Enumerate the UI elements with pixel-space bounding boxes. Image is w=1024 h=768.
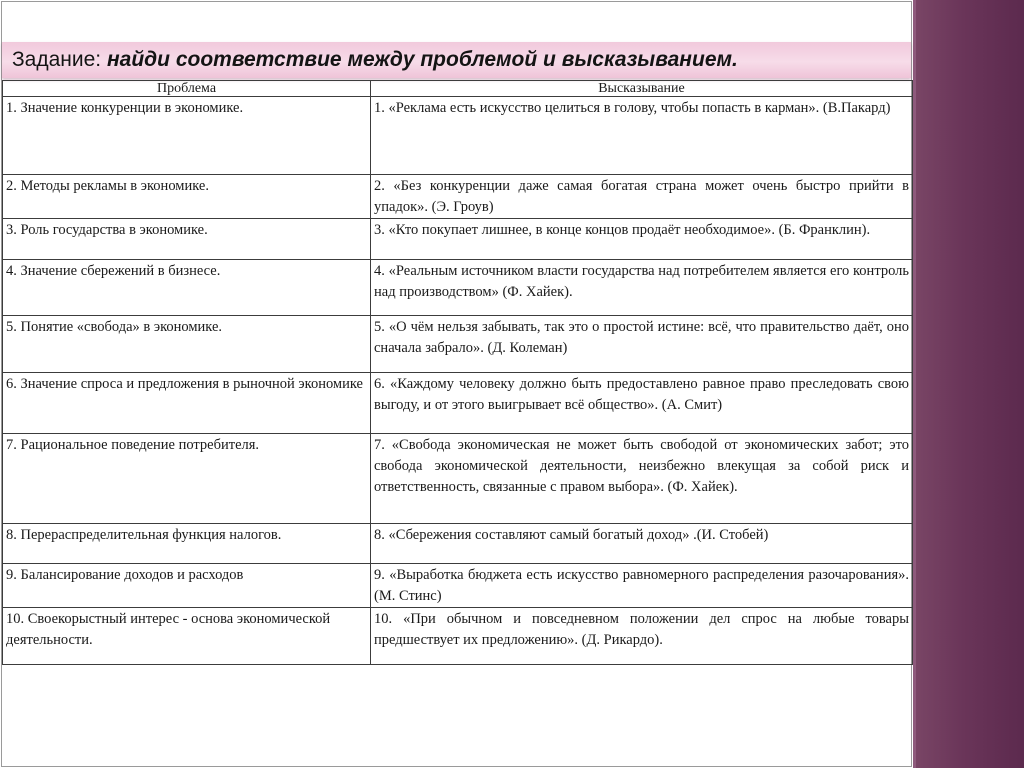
problem-cell: 2. Методы рекламы в экономике. (3, 175, 371, 219)
matching-table (2, 80, 913, 665)
problem-cell: 9. Балансирование доходов и расходов (3, 564, 371, 608)
problem-cell: 3. Роль государства в экономике. (3, 219, 371, 260)
table-header-row (3, 81, 913, 97)
task-text: найди соответствие между проблемой и высказыванием. (106, 48, 738, 71)
table-row (3, 219, 913, 260)
table-row (3, 608, 913, 665)
problem-cell: 8. Перераспределительная функция налогов. (3, 524, 371, 564)
header-quote: Высказывание (371, 81, 913, 97)
table-row (3, 260, 913, 316)
task-banner (2, 42, 911, 78)
problem-cell: 5. Понятие «свобода» в экономике. (3, 316, 371, 373)
problem-cell: 1. Значение конкуренции в экономике. (3, 97, 371, 175)
table-row (3, 97, 913, 175)
problem-cell: 6. Значение спроса и предложения в рыночной экономике (3, 373, 371, 434)
quote-cell: 10. «При обычном и повседневном положении дел спрос на любые товары предшествует их предложению». (Д. Рикардо). (371, 608, 913, 665)
table-row (3, 564, 913, 608)
task-prefix: Задание: (12, 48, 102, 71)
quote-cell: 1. «Реклама есть искусство целиться в голову, чтобы попасть в карман». (В.Пакард) (371, 97, 913, 175)
quote-cell: 8. «Сбережения составляют самый богатый доход» .(И. Стобей) (371, 524, 913, 564)
task-title (12, 48, 738, 72)
decorative-side-band (913, 0, 1024, 768)
table-row (3, 524, 913, 564)
table-row (3, 316, 913, 373)
problem-cell: 7. Рациональное поведение потребителя. (3, 434, 371, 524)
quote-cell: 2. «Без конкуренции даже самая богатая страна может очень быстро прийти в упадок». (Э. Гроув) (371, 175, 913, 219)
side-band-edge (913, 0, 916, 768)
quote-cell: 5. «О чём нельзя забывать, так это о простой истине: всё, что правительство даёт, оно сначала забрало». (Д. Колеман) (371, 316, 913, 373)
problem-cell: 4. Значение сбережений в бизнесе. (3, 260, 371, 316)
quote-cell: 6. «Каждому человеку должно быть предоставлено равное право преследовать свою выгоду, и от этого выигрывает всё общество». (А. Смит) (371, 373, 913, 434)
table-row (3, 434, 913, 524)
table-row (3, 373, 913, 434)
table-row (3, 175, 913, 219)
quote-cell: 3. «Кто покупает лишнее, в конце концов продаёт необходимое». (Б. Франклин). (371, 219, 913, 260)
header-problem: Проблема (3, 81, 371, 97)
problem-cell: 10. Своекорыстный интерес - основа экономической деятельности. (3, 608, 371, 665)
quote-cell: 4. «Реальным источником власти государства над потребителем является его контроль над производством» (Ф. Хайек). (371, 260, 913, 316)
quote-cell: 7. «Свобода экономическая не может быть свободой от экономических забот; это свобода экономической деятельности, неизбежно влекущая за собой риск и ответственность, связанные с правом выбора». (Ф. Хайек). (371, 434, 913, 524)
quote-cell: 9. «Выработка бюджета есть искусство равномерного распределения разочарования». (М. Стинс) (371, 564, 913, 608)
